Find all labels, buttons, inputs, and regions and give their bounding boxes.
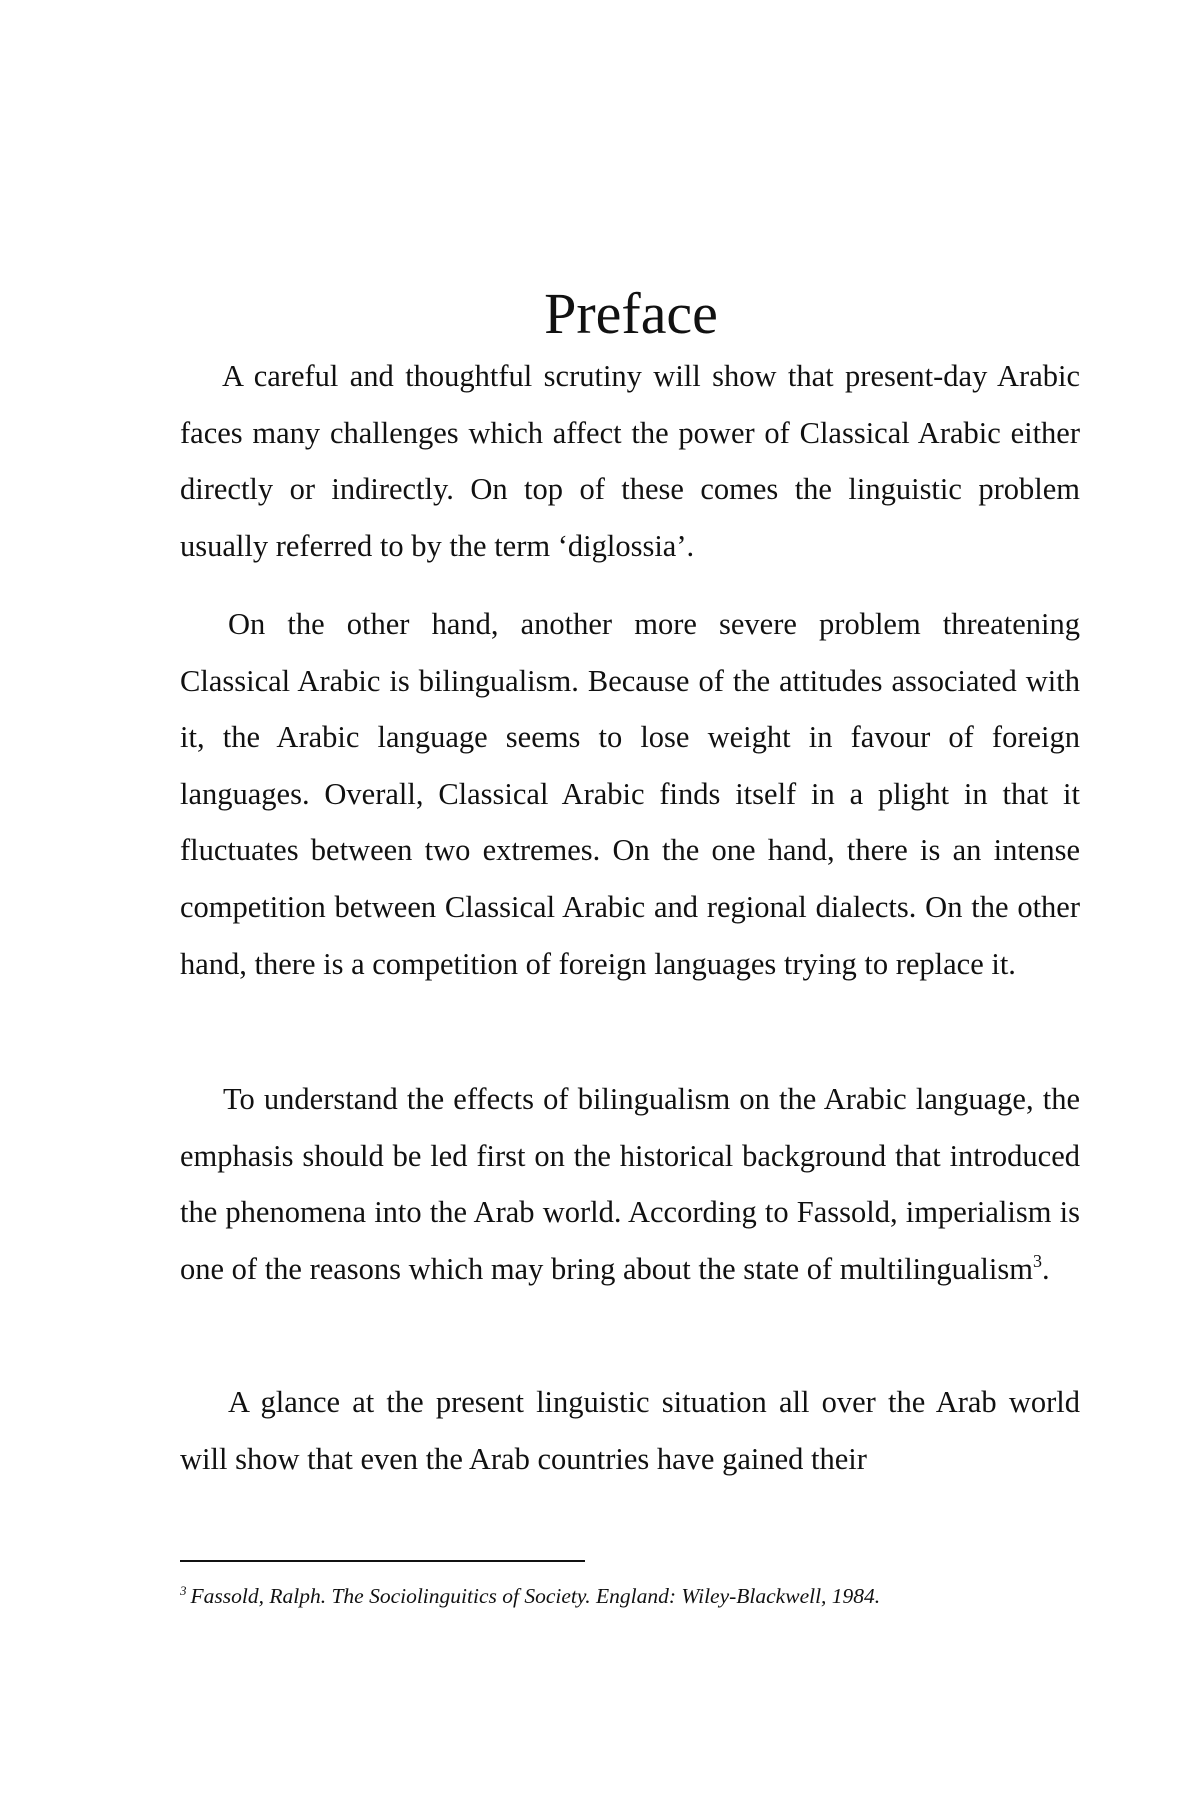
- footnote-reference[interactable]: 3: [1032, 1250, 1042, 1271]
- paragraph-text: On the other hand, another more severe problem threatening Classical Arabic is bilingualism. Because of the attitudes associated with it, the Arabic language seems to lose weight in favour of foreign languages. Overall, Classical Arabic finds itself in a plight in that it fluctuates between two extremes. On the one hand, there is an intense competition between Classical Arabic and regional dialects. On the other hand, there is a competition of foreign languages trying to replace it.: [180, 607, 1080, 981]
- paragraph-1: [180, 348, 1080, 574]
- footnote: [180, 1583, 1080, 1609]
- page-title: Preface: [544, 280, 718, 346]
- footnote-text: Fassold, Ralph. The Sociolinguitics of Society. England: Wiley-Blackwell, 1984.: [190, 1584, 881, 1608]
- paragraph-4: [180, 1374, 1080, 1487]
- paragraph-text: [180, 1071, 1080, 1297]
- footnote-number: 3: [180, 1583, 187, 1598]
- footnote-divider: [180, 1560, 585, 1562]
- paragraph-3: [180, 1071, 1080, 1297]
- paragraph-trailing: .: [1041, 1251, 1050, 1286]
- paragraph-text: A glance at the present linguistic situation all over the Arab world will show that even the Arab countries have gained their: [180, 1385, 1080, 1476]
- paragraph-body: To understand the effects of bilingualism on the Arabic language, the emphasis should be led first on the historical background that introduced the phenomena into the Arab world. According to Fassold, imperialism is one of the reasons which may bring about the state of multilingualism: [180, 1082, 1080, 1286]
- paragraph-2: [180, 596, 1080, 992]
- paragraph-text: A careful and thoughtful scrutiny will show that present-day Arabic faces many challenges which affect the power of Classical Arabic either directly or indirectly. On top of these comes the linguistic problem usually referred to by the term ‘diglossia’.: [180, 359, 1080, 563]
